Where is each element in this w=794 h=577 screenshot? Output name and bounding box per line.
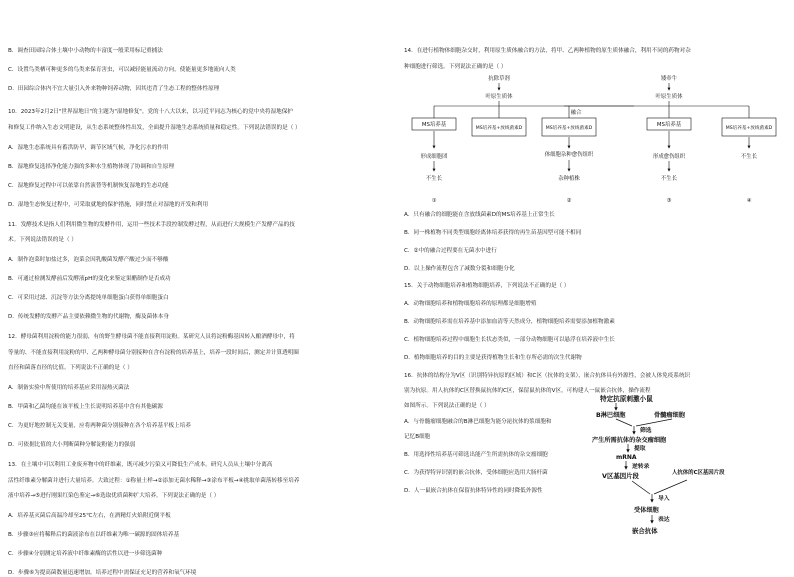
left-text-line: 活性纤维素分解菌并进行大量培养。大致过程：①称量土样→②添加无菌水稀释→③涂布平板→④挑取单菌落转移至培养 (8, 477, 300, 484)
box-ms-5: MS培养基+放线菌素D (725, 126, 773, 131)
protoplast-fusion-diagram (404, 70, 784, 210)
result-7: 不生长 (740, 154, 758, 160)
result-5: 形成愈伤组织 (652, 154, 686, 160)
left-text-line: C．步骤④分别测定培养液中纤维素酶的活性以进一步筛选菌种 (8, 551, 163, 557)
flow-step-9: V区基因片段 (602, 472, 639, 480)
result-3: 体细胞杂种愈伤组织 (544, 152, 594, 158)
left-text-line: A．制作泡菜时加盐过多，泡菜会因乳酸菌发酵产酸过少而不够酸 (8, 257, 169, 263)
box-ms-2: MS培养基+放线菌素D (475, 126, 523, 131)
chimeric-antibody-flowchart (592, 392, 732, 556)
result-6: 不生长 (660, 176, 678, 182)
flow-step-5: 产生所需抗体的杂交瘤细胞 (592, 437, 667, 444)
left-top-label: 抗除草剂 (488, 76, 510, 82)
left-text-line: D．传统发酵的发酵产品主要依赖微生物的代谢物，酶及菌体本身 (8, 314, 169, 320)
right-protoplast: 叶原生质体 (655, 94, 683, 100)
fuse-label: 融合 (570, 110, 582, 116)
left-text-line: 等量的、不能直接利用淀粉的甲、乙两种酵母菌分别接种在含有淀粉的培养基上，培养一段时间后，测定并计算透明圈 (8, 349, 299, 356)
flow-step-8: 逆转录 (632, 464, 650, 470)
result-4: 杂种植株 (558, 176, 580, 182)
left-text-line: B．湿地修复选择净化能力强的多种水生植物体现了协调和自生原理 (8, 163, 175, 170)
left-text-line: D．田园综合体内不宜大量引入外来物种饲养动物，因其违背了生态工程的整体性原理 (8, 86, 220, 92)
right-text-line: D．以上操作流程包含了减数分裂和细胞分化 (404, 266, 515, 272)
result-1: 形成细胞团 (420, 154, 448, 160)
right-text-line: 15．关于动物细胞培养和植物细胞培养，下列说法不正确的是（ ） (404, 283, 570, 289)
right-text-line: C．②中的融合过程要在无菌水中进行 (404, 248, 497, 254)
left-text-line: B．甲菌和乙菌均能在该平板上生长说明培养基中含有其他碳源 (8, 404, 163, 410)
right-text-line: B．动物细胞培养需在培养基中添加血清等天然成分，植物细胞培养需要添加植物激素 (404, 319, 615, 325)
left-text-line: C．设置鸟类栖可种更多的鸟类来保育害虫，可以减轻能量流动方向，使能量更多地流向人类 (8, 67, 236, 73)
label-3: ③ (666, 198, 672, 204)
left-text-line: B．调查田园综合体土壤中小动物的丰富度一般采用标记重捕法 (8, 48, 163, 54)
flow-step-12: 受体细胞 (634, 507, 659, 514)
flow-step-1: 特定抗原刺激小鼠 (600, 395, 653, 403)
right-text-line: A．动物细胞培养和植物细胞培养的原理都是细胞增殖 (404, 301, 537, 307)
right-text-line: 别为抗原。用人抗体的C区替换鼠抗体的C区，保留鼠抗体的V区，可构建人一鼠嵌合抗体，操作流程 (404, 388, 651, 394)
left-text-line: C．湿地修复过程中可以依靠自然演替等机制恢复湿地的生态功能 (8, 182, 169, 189)
right-text-line: 16．抗体的结构分为V区（识别特异抗原的区域）和C区（抗体的支架），嵌合抗体具有外源性，会被人体免疫系统识 (404, 373, 691, 379)
right-text-line: 记忆B细胞 (404, 434, 431, 440)
right-text-line: C．植物细胞培养过程中细胞生长状态类似，一部分动物细胞可以悬浮在培养液中生长 (404, 337, 615, 343)
left-text-line: A．湿地生态系统具有蓄洪防旱，调节区域气候，净化污水的作用 (8, 144, 169, 151)
box-ms-4: MS培养基 (656, 122, 682, 128)
left-text-line: 13．在土壤中可以利用工业废弃物中的纤维素，既可减少污染又可降低生产成本。研究人员从土壤中分离高 (8, 462, 273, 468)
flow-step-14: 嵌合抗体 (632, 527, 658, 535)
label-1: ① (431, 198, 437, 204)
left-text-line: 术。下列说法错误的是（ ） (8, 237, 77, 243)
left-text-line: D．可依据比值的大小判断菌种分解淀粉能力的强弱 (8, 442, 136, 448)
flow-step-2: B淋巴细胞 (596, 412, 626, 419)
left-text-line: B．可通过检测发酵前后发酵液pH的变化来鉴定果醋制作是否成功 (8, 276, 171, 282)
left-text-line: 直径和菌落直径的比值。下列说法不正确的是（ ） (8, 365, 133, 371)
box-ms-3: MS培养基+放线菌素D (545, 126, 593, 131)
right-text-line: C．为获得特异识别的嵌合抗体，受体细胞应选用大肠杆菌 (404, 470, 548, 476)
left-text-line: 11．发酵技术是指人们利用微生物的发酵作用，运用一些技术手段控制发酵过程，从而进行大规模生产发酵产品的技 (8, 221, 295, 228)
right-text-line: 种细胞进行筛选。下列说法正确的是（ ） (404, 64, 507, 70)
left-text-line: C．为更好地控制无关变量，应将两种菌分别接种在各个培养基平板上培养 (8, 423, 191, 429)
left-text-line: 液中培养→⑤进行刚果红染色鉴定→⑥选取优质菌种扩大培养。下列说法正确的是（ ） (8, 493, 220, 499)
result-2: 不生长 (425, 176, 443, 182)
left-text-line: 10．2023年2月2日"世界湿地日"的主题为"湿地修复"。党的十八大以来，以习近平同志为核心的党中央将湿地保护 (8, 109, 293, 115)
flow-step-13: 表达 (658, 517, 670, 523)
left-text-line: 12．酵母菌利用淀粉的能力很弱，有的野生酵母菌不能直接利用淀粉。某研究人员将淀粉酶基因转入酿酒酵母中，将 (8, 334, 295, 340)
label-4: ④ (746, 198, 752, 204)
flow-step-4: 筛选 (640, 428, 652, 434)
right-top-label: 矮牵牛 (660, 76, 678, 82)
box-ms-1: MS培养基 (421, 122, 447, 128)
flow-step-10: 人抗体的C区基因片段 (672, 470, 725, 476)
left-text-line: C．可采用过滤、沉淀等方法分离提纯单细胞蛋白获得单细胞蛋白 (8, 295, 169, 301)
left-text-line: B．步骤③应将稀释后的菌液涂布在以纤维素为唯一碳源的固体培养基 (8, 532, 180, 538)
right-text-line: 如图所示。下列说法正确的是（ ） (404, 403, 490, 409)
right-text-line: B．用选择性培养基可筛选出能产生所需抗体的杂交瘤细胞 (404, 452, 548, 458)
flow-step-6: 提取 (634, 446, 646, 452)
right-text-line: 14．在进行植物体细胞杂交时，利用原生质体融合的方法，将甲、乙两种植物的原生质体融合，利用不同的药物对杂 (404, 48, 691, 54)
flow-step-3: 骨髓瘤细胞 (654, 412, 685, 419)
left-protoplast: 叶原生质体 (485, 94, 513, 100)
right-text-line: D．人一鼠嵌合抗体在保留抗体特异性的同时降低外源性 (404, 488, 543, 494)
left-text-line: A．培养基灭菌后高温冷却至25℃左右，在酒精灯火焰附近倒平板 (8, 513, 171, 519)
flow-step-7: mRNA (616, 454, 637, 461)
right-text-line: B．同一株植物不同类型细胞经离体培养获得的再生苗基因型可能不相同 (404, 230, 582, 236)
right-text-line: A．与骨髓瘤细胞融合的B淋巴细胞为能分泌抗体的浆细胞和 (404, 419, 552, 425)
left-text-line: D．湿地生态恢复过程中，可采取就地的保护措施，同时禁止对湿地的开发和利用 (8, 201, 209, 208)
flow-step-11: 导入 (658, 496, 670, 502)
left-text-line: D．步骤⑥为提高菌数量迅速增加，培养过程中需保证充足的营养和氧气环境 (8, 570, 197, 576)
right-text-line: A．只有融合的细胞能在含放线菌素D的MS培养基上正常生长 (404, 212, 555, 218)
left-text-line: 和修复工作纳入生态文明建设，从生态系统整体性出发，全面提升湿地生态系统质量和稳定性。下列说法错误的是（ ） (8, 124, 301, 131)
left-text-line: A．制备实验中所使用的培养基应采用湿热灭菌法 (8, 385, 130, 391)
right-text-line: D．植物细胞培养的目的主要是获得植物生长和生存所必需的次生代谢物 (404, 355, 582, 361)
label-2: ② (566, 198, 572, 204)
